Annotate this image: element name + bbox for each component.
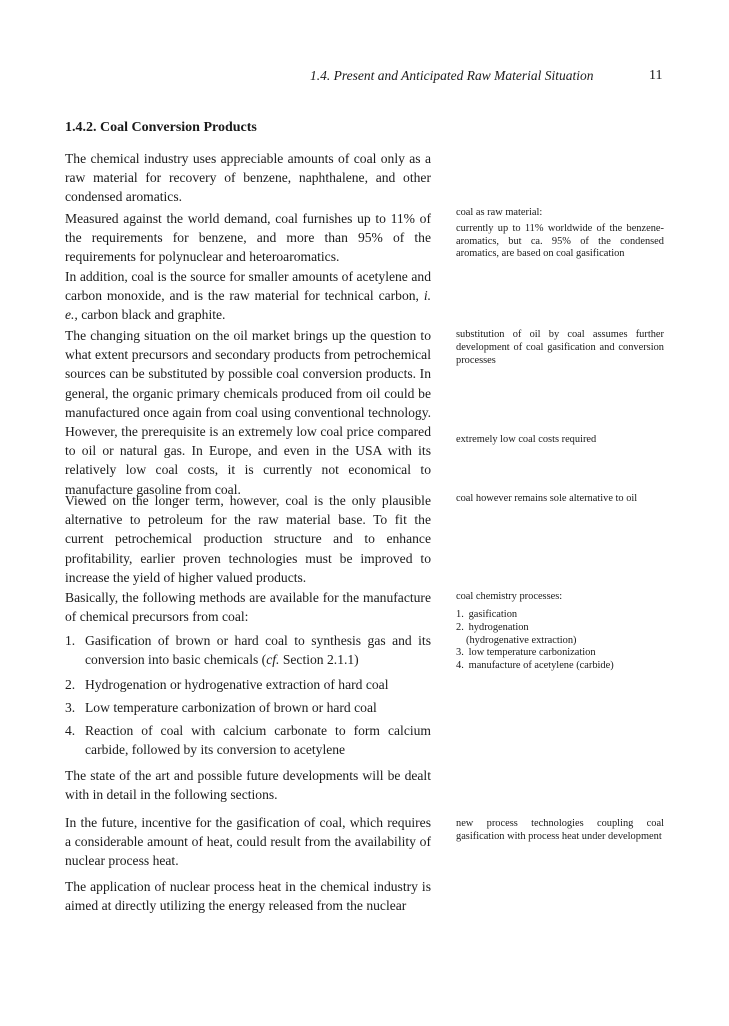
- page-number: 11: [649, 68, 663, 83]
- method-number: 2.: [65, 677, 76, 692]
- running-header: [0, 68, 729, 88]
- process-text: low temperature carbonization: [468, 647, 596, 659]
- paragraph-text: In addition, coal is the source for smaller amounts of acetylene and carbon monoxide, and is the raw material for technical carbon,: [65, 269, 431, 304]
- margin-note-title: coal as raw material:: [456, 207, 543, 218]
- method-text: [85, 631, 431, 669]
- process-item: [456, 609, 664, 622]
- margin-note-new-technologies: new process technologies coupling coal gasification with process heat under development: [456, 818, 664, 842]
- ie-abbrev: i. e.,: [65, 288, 431, 323]
- method-text-part: Section 2.1.1): [279, 652, 359, 668]
- section-heading: 1.4.2. Coal Conversion Products: [65, 120, 257, 135]
- paragraph-world-demand: Measured against the world demand, coal furnishes up to 11% of the requirements for benzene, and more than 95% of the requirements for polynuclear and heteroaromatics.: [65, 211, 431, 265]
- method-text-part: Gasification of brown or hard coal to synthesis gas and its conversion into basic chemicals (: [85, 633, 431, 668]
- method-number: 3.: [65, 700, 76, 715]
- method-list-item: [65, 631, 431, 669]
- paragraph-text: carbon black and graphite.: [77, 307, 226, 323]
- method-number: 1.: [65, 633, 76, 648]
- margin-note-sole-alternative: coal however remains sole alternative to oil: [456, 493, 638, 504]
- margin-note-substitution: substitution of oil by coal assumes further development of coal gasification and conversion processes: [456, 329, 664, 366]
- method-list-item: [65, 721, 431, 759]
- process-text: (hydrogenative extraction): [466, 634, 577, 646]
- process-item: [456, 635, 664, 648]
- process-number: 3.: [456, 647, 464, 659]
- paragraph-state-of-art: The state of the art and possible future developments will be dealt with in detail in the following sections.: [65, 768, 431, 803]
- paragraph-acetylene-carbon: [65, 267, 431, 325]
- process-number: 4.: [456, 660, 464, 672]
- process-item: [456, 660, 664, 673]
- process-text: manufacture of acetylene (carbide): [468, 660, 614, 672]
- method-text: Reaction of coal with calcium carbonate to form calcium carbide, followed by its conversion to acetylene: [85, 723, 431, 758]
- process-number: 1.: [456, 609, 464, 620]
- margin-note-processes-title: coal chemistry processes:: [456, 591, 563, 602]
- paragraph-longer-term: Viewed on the longer term, however, coal is the only plausible alternative to petroleum for the raw material base. To fit the current petrochemical production structure and to enhance profitability, earlier proven technologies must be improved to increase the yield of higher valued products.: [65, 493, 431, 585]
- paragraph-methods-intro: Basically, the following methods are available for the manufacture of chemical precursors from coal:: [65, 590, 431, 625]
- paragraph-oil-market: The changing situation on the oil market brings up the question to what extent precursors and secondary products from petrochemical sources can be substituted by possible coal conversion products. In general, the organic primary chemicals produced from oil could be manufactured once again from coal using conventional technology. However, the prerequisite is an extremely low coal price compared to oil or natural gas. In Europe, and even in the USA with its relatively low coal costs, it is currently not economical to manufacture gasoline from coal.: [65, 328, 431, 497]
- cf-abbrev: cf.: [266, 652, 280, 668]
- process-number: 2.: [456, 621, 464, 633]
- process-text: gasification: [468, 609, 518, 620]
- running-title: 1.4. Present and Anticipated Raw Material Situation: [310, 68, 594, 83]
- method-list-item: [65, 675, 431, 694]
- method-text: Hydrogenation or hydrogenative extraction of hard coal: [85, 677, 389, 692]
- method-list-item: [65, 698, 431, 717]
- process-item: [456, 647, 664, 660]
- margin-note-body: currently up to 11% worldwide of the benzene-aromatics, but ca. 95% of the condensed aromatics, are based on coal gasification: [456, 222, 664, 260]
- method-number: 4.: [65, 723, 76, 738]
- paragraph-nuclear-heat: In the future, incentive for the gasification of coal, which requires a considerable amount of heat, could result from the availability of nuclear process heat.: [65, 815, 431, 869]
- paragraph-nuclear-application: The application of nuclear process heat in the chemical industry is aimed at directly utilizing the energy released from the nuclear: [65, 879, 431, 914]
- method-text: Low temperature carbonization of brown or hard coal: [85, 700, 377, 715]
- process-item: [456, 622, 664, 635]
- paragraph-coal-usage: The chemical industry uses appreciable amounts of coal only as a raw material for recovery of benzene, naphthalene, and other condensed aromatics.: [65, 151, 431, 205]
- margin-note-processes-list: [456, 609, 664, 673]
- margin-note-raw-material: [456, 207, 664, 261]
- process-text: hydrogenation: [468, 621, 529, 633]
- margin-note-low-costs: extremely low coal costs required: [456, 434, 597, 445]
